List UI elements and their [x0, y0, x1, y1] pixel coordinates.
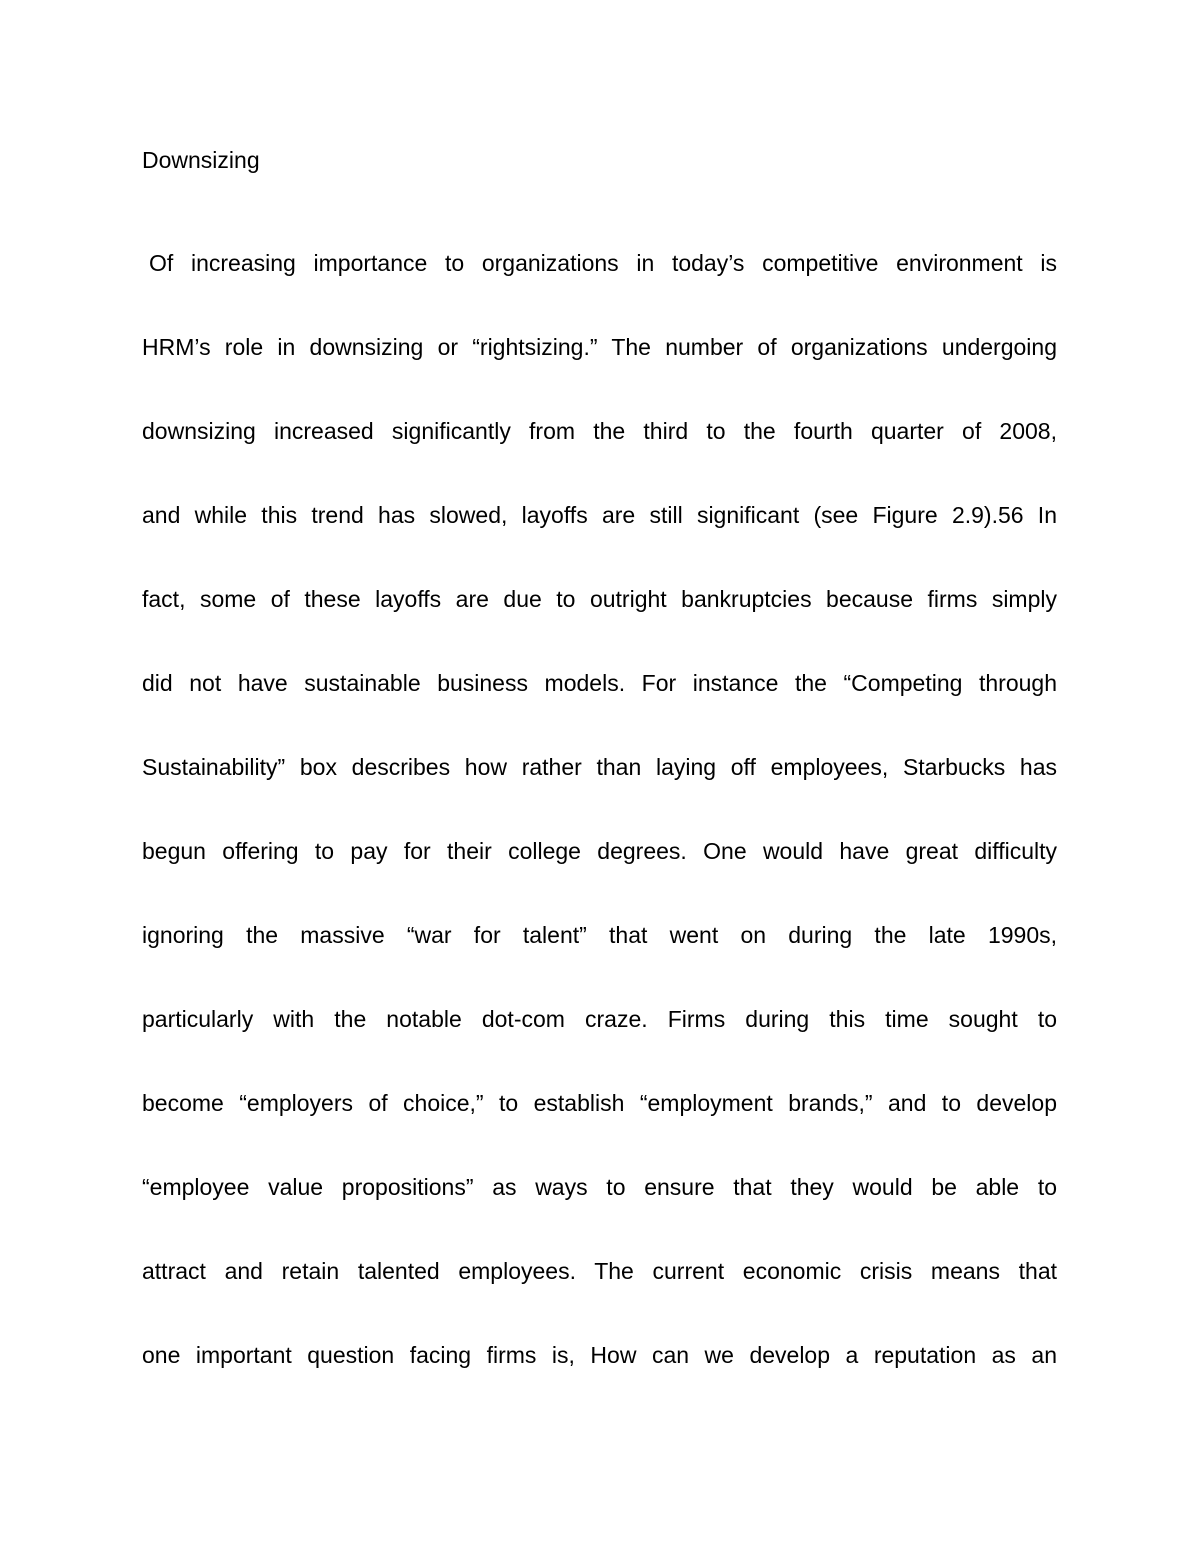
paragraph-line-2: HRM’s role in downsizing or “rightsizing.” The number of organizations undergoing — [142, 334, 1057, 360]
document-title: Downsizing — [142, 147, 260, 173]
paragraph-line-11: become “employers of choice,” to establish “employment brands,” and to develop — [142, 1090, 1057, 1116]
paragraph-line-10: particularly with the notable dot-com craze. Firms during this time sought to — [142, 1006, 1057, 1032]
paragraph-line-3: downsizing increased significantly from the third to the fourth quarter of 2008, — [142, 418, 1057, 444]
paragraph-line-5: fact, some of these layoffs are due to outright bankruptcies because firms simply — [142, 586, 1057, 612]
paragraph-line-7: Sustainability” box describes how rather than laying off employees, Starbucks has — [142, 754, 1057, 780]
paragraph-line-13: attract and retain talented employees. The current economic crisis means that — [142, 1258, 1057, 1284]
paragraph-line-14: one important question facing firms is, How can we develop a reputation as an — [142, 1342, 1057, 1368]
paragraph-line-1: Of increasing importance to organizations in today’s competitive environment is — [149, 250, 1057, 276]
paragraph-line-9: ignoring the massive “war for talent” that went on during the late 1990s, — [142, 922, 1057, 948]
paragraph-line-6: did not have sustainable business models. For instance the “Competing through — [142, 670, 1057, 696]
paragraph-line-12: “employee value propositions” as ways to ensure that they would be able to — [142, 1174, 1057, 1200]
paragraph-line-4: and while this trend has slowed, layoffs are still significant (see Figure 2.9).56 In — [142, 502, 1057, 528]
paragraph-line-8: begun offering to pay for their college degrees. One would have great difficulty — [142, 838, 1057, 864]
body-paragraph — [142, 246, 1057, 1422]
